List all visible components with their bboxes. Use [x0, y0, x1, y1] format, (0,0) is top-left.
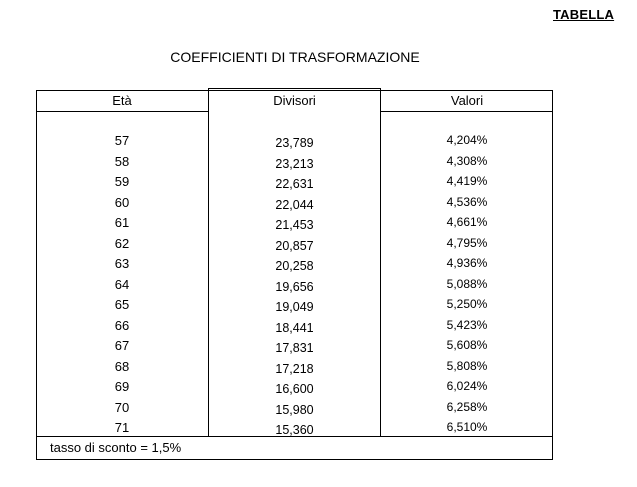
cell-divisori: 20,857	[275, 238, 314, 253]
cell-divisori: 19,656	[275, 279, 314, 294]
cell-valori: 5,808%	[446, 358, 488, 373]
cell-divisori: 15,980	[275, 402, 314, 417]
header-divisori: Divisori	[273, 93, 316, 108]
cell-eta: 59	[114, 174, 130, 189]
cell-eta: 65	[114, 297, 130, 312]
cell-eta: 58	[114, 153, 130, 169]
cell-valori: 4,308%	[446, 153, 488, 168]
cell-divisori: 16,600	[275, 382, 314, 396]
divisori-column-top-border	[208, 88, 381, 89]
header-bottom-border-left	[36, 111, 208, 112]
cell-valori: 4,795%	[446, 235, 488, 250]
column-eta	[36, 131, 208, 439]
header-valori: Valori	[450, 93, 484, 108]
cell-valori: 4,661%	[446, 215, 488, 229]
cell-valori: 6,258%	[446, 399, 488, 414]
cell-valori: 6,510%	[446, 420, 488, 434]
cell-divisori: 19,049	[275, 300, 314, 314]
column-valori	[381, 130, 553, 438]
cell-divisori: 18,441	[275, 320, 314, 335]
cell-eta: 68	[114, 358, 130, 374]
cell-valori: 4,936%	[446, 256, 488, 270]
cell-eta: 63	[114, 256, 130, 271]
cell-eta: 60	[114, 194, 130, 210]
cell-eta: 57	[114, 133, 130, 148]
cell-divisori: 23,789	[275, 136, 314, 150]
cell-eta: 69	[114, 379, 130, 394]
tabella-tag: TABELLA	[553, 7, 615, 22]
cell-divisori: 22,044	[275, 197, 314, 212]
cell-eta: 70	[114, 399, 130, 415]
cell-divisori: 15,360	[275, 423, 314, 437]
cell-divisori: 20,258	[275, 259, 314, 273]
cell-eta: 62	[114, 235, 130, 251]
cell-eta: 67	[114, 338, 130, 353]
cell-divisori: 22,631	[275, 177, 314, 191]
table-top-border	[36, 90, 553, 91]
column-divisori	[208, 133, 381, 441]
cell-eta: 64	[114, 276, 130, 292]
cell-divisori: 23,213	[275, 156, 314, 171]
cell-eta: 66	[114, 317, 130, 333]
cell-divisori: 17,831	[275, 341, 314, 355]
cell-valori: 4,204%	[446, 133, 488, 147]
cell-valori: 5,250%	[446, 297, 488, 311]
cell-eta: 61	[114, 215, 130, 230]
header-eta: Età	[112, 93, 132, 108]
table-bottom-border	[36, 459, 553, 460]
cell-valori: 5,088%	[446, 276, 488, 291]
cell-eta: 71	[114, 420, 130, 435]
cell-valori: 4,536%	[446, 194, 488, 209]
cell-valori: 6,024%	[446, 379, 488, 393]
cell-valori: 5,423%	[446, 317, 488, 332]
cell-valori: 5,608%	[446, 338, 488, 352]
cell-divisori: 21,453	[275, 218, 314, 232]
table-title: COEFFICIENTI DI TRASFORMAZIONE	[170, 49, 420, 65]
discount-rate-note: tasso di sconto = 1,5%	[50, 440, 182, 455]
header-bottom-border-right	[381, 111, 553, 112]
cell-valori: 4,419%	[446, 174, 488, 188]
cell-divisori: 17,218	[275, 361, 314, 376]
